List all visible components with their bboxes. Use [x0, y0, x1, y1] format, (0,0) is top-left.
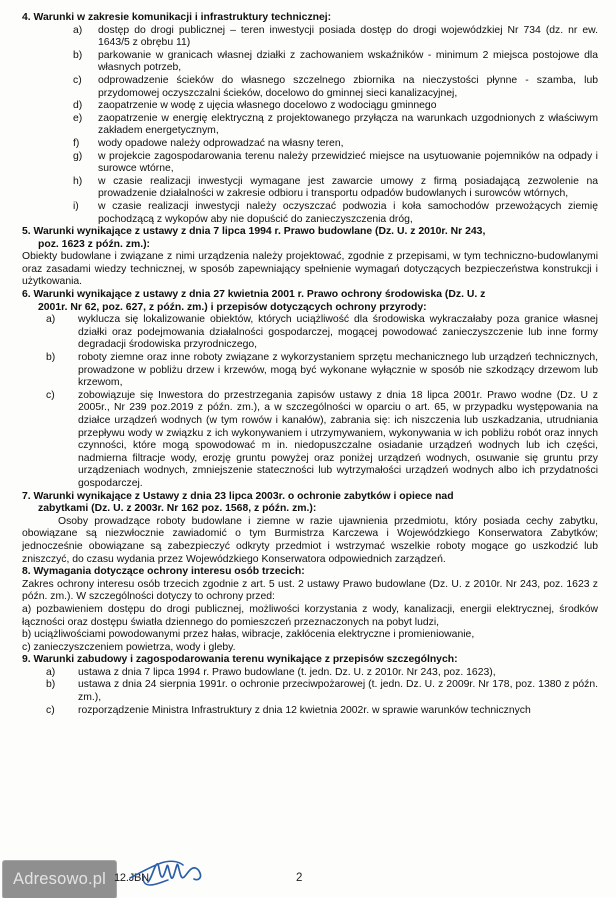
list-item — [22, 679, 598, 704]
section-7-heading — [22, 491, 598, 516]
list-text: parkowanie w granicach własnej działki z zachowaniem wskaźników - minimum 2 miejsca postojowe dla własnych potrzeb, — [98, 49, 598, 74]
page-footer — [0, 854, 616, 898]
section-8-heading: 8. Wymagania dotyczące ochrony interesu osób trzecich: — [22, 566, 305, 578]
list-text: dostęp do drogi publicznej – teren inwestycji posiada dostęp do drogi wojewódzkiej Nr 734 (dz. nr ew. 1643/5 z obrębu 11) — [98, 24, 598, 49]
list-text: w projekcie zagospodarowania terenu należy przewidzieć miejsce na usytuowanie pojemników na odpady i surowce wtórne, — [98, 150, 598, 175]
list-marker: b) — [22, 629, 32, 641]
list-item — [22, 100, 598, 113]
adresowo-watermark — [2, 860, 117, 898]
section-5-heading-line1: 5. Warunki wynikające z ustawy z dnia 7 lipca 1994 r. Prawo budowlane (Dz. U. z 2010r. Nr 243, — [22, 226, 486, 238]
section-8-list — [22, 604, 598, 654]
list-text: ustawa z dnia 7 lipca 1994 r. Prawo budowlane (t. jedn. Dz. U. z 2010r. Nr 243, poz. 1623), — [78, 666, 496, 678]
list-item — [22, 151, 598, 176]
section-7-heading-line1: 7. Warunki wynikające z Ustawy z dnia 23 lipca 2003r. o ochronie zabytków i opiece nad — [22, 490, 454, 502]
section-7-heading-line2: zabytkami (Dz. U. z 2003r. Nr 162 poz. 1568, z późn. zm.): — [38, 503, 317, 515]
list-item — [22, 75, 598, 100]
section-4 — [22, 12, 598, 226]
list-text: uciążliwościami powodowanymi przez hałas, wibracje, zakłócenia elektryczne i promieniowanie, — [31, 629, 475, 641]
stamp-code: 12.JBN — [114, 872, 149, 884]
list-marker: i) — [73, 200, 79, 212]
list-text: zaopatrzenie w energię elektryczną z projektowanego przyłącza na warunkach uzgodnionych z właściwym zakładem energetycznym, — [98, 112, 598, 137]
list-marker: a) — [46, 666, 56, 678]
section-9 — [22, 654, 598, 717]
watermark-label: Adresowo.pl — [13, 870, 106, 888]
section-9-heading: 9. Warunki zabudowy i zagospodarowania terenu wynikające z przepisów szczególnych: — [22, 654, 458, 666]
list-item — [22, 50, 598, 75]
list-marker: f) — [73, 137, 80, 149]
list-marker: c) — [22, 641, 31, 653]
list-item — [22, 113, 598, 138]
section-8 — [22, 566, 598, 654]
list-text: roboty ziemne oraz inne roboty związane z wykorzystaniem sprzętu mechanicznego lub urządzeń technicznych, prowadzone w pobliżu drzew i krzewów, mogą być wykonane wyłącznie w sposób nie szkodzący drzewom lub krzewom, — [78, 352, 598, 389]
list-text: wody opadowe należy odprowadzać na własny teren, — [98, 137, 344, 149]
list-marker: h) — [73, 175, 83, 187]
list-text: zobowiązuje się Inwestora do przestrzegania zapisów ustawy z dnia 18 lipca 2001r. Prawo wodne (Dz. U z 2005r., Nr 239 poz.2019 z późn. zm.), a w szczególności w oparciu o art. 65, w przypadku występowania na działce urządzeń wodnych (w tym rowów i kanałów), zabrania się: ich niszczenia lub uszkadzania, utrudniania przepływu wody w związku z ich wykonywaniem i utrzymywaniem, wykonywania w ich pobliżu robót oraz innych czynności, które mogą spowodować m in. niedopuszczalne osiadanie urządzeń wodnych lub ich części, nadmierna filtracje wody, erozję gruntu powyżej oraz poniżej urządzeń wodnych, osuwanie się gruntu przy urządzeniach wodnych, zmniejszenie stateczności lub wytrzymałości urządzeń wodnych albo ich przydatności gospodarczej. — [78, 389, 598, 489]
list-marker: b) — [46, 352, 56, 364]
section-5-paragraph: Obiekty budowlane i związane z nimi urządzenia należy projektować, zgodnie z przepisami, w tym techniczno-budowlanymi oraz zasadami wiedzy technicznej, w sposób zapewniający spełnienie wymagań dotyczących bezpieczeństwa konstrukcji i użytkowania. — [22, 251, 598, 288]
list-item — [22, 667, 598, 680]
list-item — [22, 138, 598, 151]
list-item — [22, 642, 598, 655]
list-text: rozporządzenie Ministra Infrastruktury z dnia 12 kwietnia 2002r. w sprawie warunków technicznych — [78, 704, 531, 716]
list-marker: g) — [73, 150, 83, 162]
list-marker: d) — [73, 100, 83, 112]
list-marker: a) — [73, 24, 83, 36]
section-5 — [22, 226, 598, 289]
list-text: zanieczyszczeniem powietrza, wody i gleby. — [30, 641, 236, 653]
section-8-paragraph: Zakres ochrony interesu osób trzecich zgodnie z art. 5 ust. 2 ustawy Prawo budowlane (Dz. U. z 2010r. Nr 243, poz. 1623 z późn. zm.). W szczególności dotyczy to ochrony przed: — [22, 578, 598, 603]
list-item — [22, 314, 598, 352]
list-item — [22, 25, 598, 50]
section-4-list — [22, 25, 598, 227]
list-marker: c) — [46, 389, 55, 401]
list-marker: c) — [46, 704, 55, 716]
list-text: w czasie realizacji inwestycji należy oczyszczać podwozia i koła samochodów przewożących ziemię pochodzącą z wykopów aby nie dopuścić do zanieczyszczenia dróg, — [98, 200, 598, 225]
list-item — [22, 176, 598, 201]
list-text: pozbawieniem dostępu do drogi publicznej, możliwości korzystania z wody, kanalizacji, energii elektrycznej, środków łączności oraz dostępu światła dziennego do pomieszczeń przeznaczonych na pobyt ludzi, — [22, 603, 598, 628]
section-6-heading-line1: 6. Warunki wynikające z ustawy z dnia 27 kwietnia 2001 r. Prawo ochrony środowiska (Dz. U. z — [22, 289, 486, 301]
list-marker: c) — [73, 74, 82, 86]
section-4-heading: 4. Warunki w zakresie komunikacji i infrastruktury technicznej: — [22, 12, 332, 23]
list-item — [22, 390, 598, 491]
list-item — [22, 629, 598, 642]
section-7-paragraph: Osoby prowadzące roboty budowlane i ziemne w razie ujawnienia przedmiotu, który posiada cechy zabytku, obowiązane są niezwłocznie zawiadomić o tym Burmistrza Karczewa i Wojewódzkiego Konserwatora Zabytków; jednocześnie obowiązane są zabezpieczyć odkryty przedmiot i wstrzymać wszelkie roboty mogące go uszkodzić lub zniszczyć, do czasu wydania przez Wojewódzkiego Konserwatora odpowiednich zarządzeń. — [22, 515, 598, 565]
list-text: wyklucza się lokalizowanie obiektów, których uciążliwość dla środowiska wykraczałaby poza granice własnej działki oraz podejmowania działalności gospodarczej, mogącej powodować zanieczyszczenie lub inne formy degradacji środowiska przyrodniczego, — [78, 314, 598, 351]
page-number: 2 — [296, 872, 303, 884]
list-text: zaopatrzenie w wodę z ujęcia własnego docelowo z wodociągu gminnego — [98, 100, 437, 112]
list-marker: a) — [46, 314, 56, 326]
section-6-list — [22, 314, 598, 490]
list-text: odprowadzenie ścieków do własnego szczelnego zbiornika na nieczystości płynne - szamba, lub przydomowej oczyszczalni ścieków, docelowo do gminnej sieci kanalizacyjnej, — [98, 74, 598, 99]
list-marker: b) — [46, 679, 56, 691]
list-item — [22, 705, 598, 718]
list-text: w czasie realizacji inwestycji wymagane jest zawarcie umowy z firmą posiadającą zezwolenie na prowadzenie działalności w zakresie odbioru i transportu odpadów budowlanych i surowców wtórnych, — [98, 175, 598, 200]
section-5-heading-line2: poz. 1623 z późn. zm.): — [38, 238, 150, 250]
list-marker: a) — [22, 603, 32, 615]
section-6-heading — [22, 289, 598, 314]
list-item — [22, 352, 598, 390]
list-item — [22, 201, 598, 226]
list-marker: b) — [73, 49, 83, 61]
list-item — [22, 604, 598, 629]
section-9-list — [22, 667, 598, 717]
section-5-heading — [22, 226, 598, 251]
section-6-heading-line2: 2001r. Nr 62, poz. 627, z późn. zm.) i przepisów dotyczących ochrony przyrody: — [38, 301, 427, 313]
list-text: ustawa z dnia 24 sierpnia 1991r. o ochronie przeciwpożarowej (t. jedn. Dz. U. z 2009r. Nr 178, poz. 1380 z późn. zm.), — [78, 679, 598, 704]
list-marker: e) — [73, 112, 83, 124]
section-7 — [22, 491, 598, 567]
section-6 — [22, 289, 598, 491]
